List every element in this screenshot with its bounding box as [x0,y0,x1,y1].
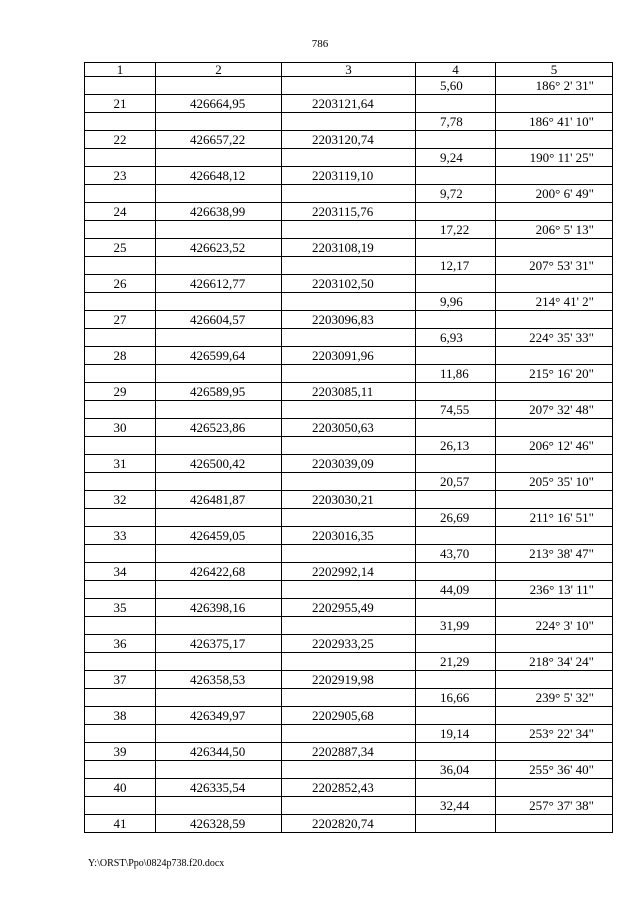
y-coordinate-cell [282,185,416,203]
x-coordinate-cell: 426589,95 [156,383,282,401]
table-row [85,455,613,473]
x-coordinate-cell: 426648,12 [156,167,282,185]
table-row [85,113,613,131]
table-row [85,149,613,167]
y-coordinate-cell [282,545,416,563]
y-coordinate-cell: 2203030,21 [282,491,416,509]
y-coordinate-cell [282,653,416,671]
x-coordinate-cell: 426599,64 [156,347,282,365]
bearing-angle-cell: 186° 2' 31" [496,77,613,95]
segment-length-cell: 6,93 [416,329,496,347]
x-coordinate-cell: 426328,59 [156,815,282,833]
point-number-cell [85,545,156,563]
table-row [85,617,613,635]
bearing-angle-cell: 214° 41' 2" [496,293,613,311]
bearing-angle-cell: 257° 37' 38" [496,797,613,815]
y-coordinate-cell: 2203115,76 [282,203,416,221]
y-coordinate-cell: 2203050,63 [282,419,416,437]
table-row [85,185,613,203]
y-coordinate-cell [282,725,416,743]
y-coordinate-cell [282,581,416,599]
y-coordinate-cell [282,401,416,419]
x-coordinate-cell [156,617,282,635]
point-number-cell [85,653,156,671]
table-row [85,527,613,545]
y-coordinate-cell [282,797,416,815]
point-number-cell [85,365,156,383]
x-coordinate-cell: 426612,77 [156,275,282,293]
bearing-angle-cell: 253° 22' 34" [496,725,613,743]
bearing-angle-cell [496,95,613,113]
header-col-5: 5 [496,63,613,77]
point-number-cell [85,689,156,707]
header-col-3: 3 [282,63,416,77]
point-number-cell: 33 [85,527,156,545]
segment-length-cell [416,275,496,293]
y-coordinate-cell: 2202905,68 [282,707,416,725]
point-number-cell [85,149,156,167]
x-coordinate-cell [156,113,282,131]
bearing-angle-cell: 207° 32' 48" [496,401,613,419]
bearing-angle-cell: 200° 6' 49" [496,185,613,203]
bearing-angle-cell [496,635,613,653]
point-number-cell [85,77,156,95]
point-number-cell: 39 [85,743,156,761]
table-row [85,167,613,185]
bearing-angle-cell: 186° 41' 10" [496,113,613,131]
x-coordinate-cell: 426523,86 [156,419,282,437]
point-number-cell [85,473,156,491]
table-header-row [85,63,613,77]
point-number-cell: 40 [85,779,156,797]
table-row [85,815,613,833]
bearing-angle-cell [496,671,613,689]
segment-length-cell [416,95,496,113]
table-row [85,293,613,311]
x-coordinate-cell: 426638,99 [156,203,282,221]
bearing-angle-cell [496,491,613,509]
segment-length-cell [416,347,496,365]
y-coordinate-cell: 2203102,50 [282,275,416,293]
table-row [85,365,613,383]
y-coordinate-cell: 2202933,25 [282,635,416,653]
x-coordinate-cell [156,77,282,95]
point-number-cell: 36 [85,635,156,653]
y-coordinate-cell [282,257,416,275]
y-coordinate-cell: 2203108,19 [282,239,416,257]
point-number-cell [85,725,156,743]
x-coordinate-cell: 426375,17 [156,635,282,653]
segment-length-cell [416,599,496,617]
segment-length-cell: 44,09 [416,581,496,599]
table-row [85,383,613,401]
bearing-angle-cell [496,779,613,797]
point-number-cell [85,329,156,347]
segment-length-cell: 19,14 [416,725,496,743]
x-coordinate-cell [156,653,282,671]
segment-length-cell [416,779,496,797]
y-coordinate-cell: 2202919,98 [282,671,416,689]
segment-length-cell: 20,57 [416,473,496,491]
segment-length-cell [416,383,496,401]
x-coordinate-cell [156,329,282,347]
point-number-cell: 34 [85,563,156,581]
table-row [85,221,613,239]
bearing-angle-cell: 211° 16' 51" [496,509,613,527]
coordinates-table-container [84,62,612,833]
point-number-cell: 35 [85,599,156,617]
segment-length-cell [416,707,496,725]
table-row [85,581,613,599]
point-number-cell: 30 [85,419,156,437]
bearing-angle-cell: 224° 3' 10" [496,617,613,635]
y-coordinate-cell [282,365,416,383]
point-number-cell: 27 [85,311,156,329]
bearing-angle-cell [496,815,613,833]
table-row [85,779,613,797]
point-number-cell: 25 [85,239,156,257]
point-number-cell: 21 [85,95,156,113]
y-coordinate-cell [282,509,416,527]
segment-length-cell: 12,17 [416,257,496,275]
y-coordinate-cell: 2203120,74 [282,131,416,149]
point-number-cell [85,293,156,311]
segment-length-cell [416,203,496,221]
y-coordinate-cell: 2203119,10 [282,167,416,185]
point-number-cell: 41 [85,815,156,833]
bearing-angle-cell [496,743,613,761]
bearing-angle-cell: 205° 35' 10" [496,473,613,491]
x-coordinate-cell [156,257,282,275]
bearing-angle-cell [496,131,613,149]
table-row [85,707,613,725]
bearing-angle-cell [496,239,613,257]
header-col-4: 4 [416,63,496,77]
point-number-cell [85,221,156,239]
table-row [85,203,613,221]
x-coordinate-cell: 426623,52 [156,239,282,257]
segment-length-cell [416,491,496,509]
table-row [85,77,613,95]
segment-length-cell [416,563,496,581]
table-body [85,77,613,833]
table-row [85,473,613,491]
y-coordinate-cell: 2203085,11 [282,383,416,401]
table-row [85,311,613,329]
table-row [85,347,613,365]
point-number-cell [85,761,156,779]
x-coordinate-cell [156,149,282,167]
segment-length-cell: 36,04 [416,761,496,779]
segment-length-cell: 5,60 [416,77,496,95]
table-row [85,545,613,563]
bearing-angle-cell: 224° 35' 33" [496,329,613,347]
table-row [85,131,613,149]
bearing-angle-cell: 239° 5' 32" [496,689,613,707]
y-coordinate-cell [282,437,416,455]
bearing-angle-cell [496,167,613,185]
header-col-1: 1 [85,63,156,77]
x-coordinate-cell: 426500,42 [156,455,282,473]
segment-length-cell [416,815,496,833]
y-coordinate-cell: 2202955,49 [282,599,416,617]
x-coordinate-cell [156,509,282,527]
x-coordinate-cell [156,401,282,419]
table-row [85,509,613,527]
table-row [85,635,613,653]
point-number-cell: 38 [85,707,156,725]
y-coordinate-cell: 2203016,35 [282,527,416,545]
y-coordinate-cell: 2203091,96 [282,347,416,365]
x-coordinate-cell [156,761,282,779]
x-coordinate-cell: 426398,16 [156,599,282,617]
segment-length-cell: 9,96 [416,293,496,311]
segment-length-cell: 31,99 [416,617,496,635]
segment-length-cell [416,635,496,653]
point-number-cell: 24 [85,203,156,221]
header-col-2: 2 [156,63,282,77]
segment-length-cell [416,671,496,689]
bearing-angle-cell [496,311,613,329]
x-coordinate-cell [156,797,282,815]
table-row [85,797,613,815]
x-coordinate-cell [156,185,282,203]
point-number-cell [85,257,156,275]
x-coordinate-cell: 426657,22 [156,131,282,149]
segment-length-cell: 17,22 [416,221,496,239]
x-coordinate-cell: 426664,95 [156,95,282,113]
table-row [85,671,613,689]
bearing-angle-cell: 206° 12' 46" [496,437,613,455]
point-number-cell: 37 [85,671,156,689]
bearing-angle-cell [496,383,613,401]
point-number-cell [85,581,156,599]
y-coordinate-cell [282,329,416,347]
bearing-angle-cell: 255° 36' 40" [496,761,613,779]
point-number-cell: 28 [85,347,156,365]
x-coordinate-cell [156,545,282,563]
bearing-angle-cell: 218° 34' 24" [496,653,613,671]
footer-file-path: Y:\ORST\Ppo\0824p738.f20.docx [88,858,225,869]
bearing-angle-cell [496,455,613,473]
point-number-cell: 29 [85,383,156,401]
table-row [85,653,613,671]
segment-length-cell: 26,69 [416,509,496,527]
x-coordinate-cell [156,473,282,491]
x-coordinate-cell [156,581,282,599]
segment-length-cell [416,167,496,185]
segment-length-cell: 9,72 [416,185,496,203]
table-row [85,599,613,617]
bearing-angle-cell: 206° 5' 13" [496,221,613,239]
x-coordinate-cell [156,437,282,455]
y-coordinate-cell [282,689,416,707]
bearing-angle-cell [496,563,613,581]
table-row [85,563,613,581]
y-coordinate-cell [282,761,416,779]
segment-length-cell [416,131,496,149]
y-coordinate-cell [282,77,416,95]
point-number-cell [85,617,156,635]
point-number-cell: 26 [85,275,156,293]
x-coordinate-cell: 426344,50 [156,743,282,761]
point-number-cell: 23 [85,167,156,185]
point-number-cell: 31 [85,455,156,473]
table-row [85,419,613,437]
coordinates-table [84,62,613,833]
x-coordinate-cell: 426481,87 [156,491,282,509]
bearing-angle-cell: 213° 38' 47" [496,545,613,563]
x-coordinate-cell: 426604,57 [156,311,282,329]
segment-length-cell: 26,13 [416,437,496,455]
table-row [85,689,613,707]
segment-length-cell: 43,70 [416,545,496,563]
x-coordinate-cell [156,293,282,311]
segment-length-cell [416,311,496,329]
table-row [85,761,613,779]
table-row [85,257,613,275]
y-coordinate-cell: 2202852,43 [282,779,416,797]
bearing-angle-cell [496,527,613,545]
table-row [85,239,613,257]
bearing-angle-cell [496,275,613,293]
segment-length-cell [416,527,496,545]
segment-length-cell [416,419,496,437]
point-number-cell [85,401,156,419]
segment-length-cell [416,455,496,473]
y-coordinate-cell: 2202992,14 [282,563,416,581]
bearing-angle-cell: 236° 13' 11" [496,581,613,599]
bearing-angle-cell [496,599,613,617]
segment-length-cell: 7,78 [416,113,496,131]
point-number-cell [85,509,156,527]
segment-length-cell [416,743,496,761]
point-number-cell [85,437,156,455]
segment-length-cell: 9,24 [416,149,496,167]
x-coordinate-cell: 426358,53 [156,671,282,689]
x-coordinate-cell [156,365,282,383]
y-coordinate-cell [282,221,416,239]
y-coordinate-cell [282,473,416,491]
point-number-cell: 22 [85,131,156,149]
table-row [85,401,613,419]
x-coordinate-cell: 426422,68 [156,563,282,581]
point-number-cell [85,113,156,131]
y-coordinate-cell: 2203039,09 [282,455,416,473]
segment-length-cell: 11,86 [416,365,496,383]
bearing-angle-cell: 215° 16' 20" [496,365,613,383]
segment-length-cell [416,239,496,257]
point-number-cell [85,797,156,815]
segment-length-cell: 16,66 [416,689,496,707]
table-row [85,437,613,455]
y-coordinate-cell: 2203121,64 [282,95,416,113]
point-number-cell [85,185,156,203]
x-coordinate-cell [156,725,282,743]
segment-length-cell: 21,29 [416,653,496,671]
y-coordinate-cell [282,149,416,167]
y-coordinate-cell [282,617,416,635]
x-coordinate-cell [156,689,282,707]
table-row [85,725,613,743]
bearing-angle-cell [496,707,613,725]
bearing-angle-cell [496,419,613,437]
y-coordinate-cell: 2202887,34 [282,743,416,761]
x-coordinate-cell: 426335,54 [156,779,282,797]
segment-length-cell: 32,44 [416,797,496,815]
x-coordinate-cell: 426349,97 [156,707,282,725]
y-coordinate-cell: 2202820,74 [282,815,416,833]
segment-length-cell: 74,55 [416,401,496,419]
x-coordinate-cell: 426459,05 [156,527,282,545]
table-row [85,329,613,347]
table-row [85,491,613,509]
bearing-angle-cell: 207° 53' 31" [496,257,613,275]
x-coordinate-cell [156,221,282,239]
point-number-cell: 32 [85,491,156,509]
y-coordinate-cell [282,293,416,311]
y-coordinate-cell: 2203096,83 [282,311,416,329]
table-row [85,275,613,293]
bearing-angle-cell [496,347,613,365]
y-coordinate-cell [282,113,416,131]
bearing-angle-cell: 190° 11' 25" [496,149,613,167]
table-row [85,743,613,761]
bearing-angle-cell [496,203,613,221]
page-number: 786 [311,38,329,50]
table-row [85,95,613,113]
